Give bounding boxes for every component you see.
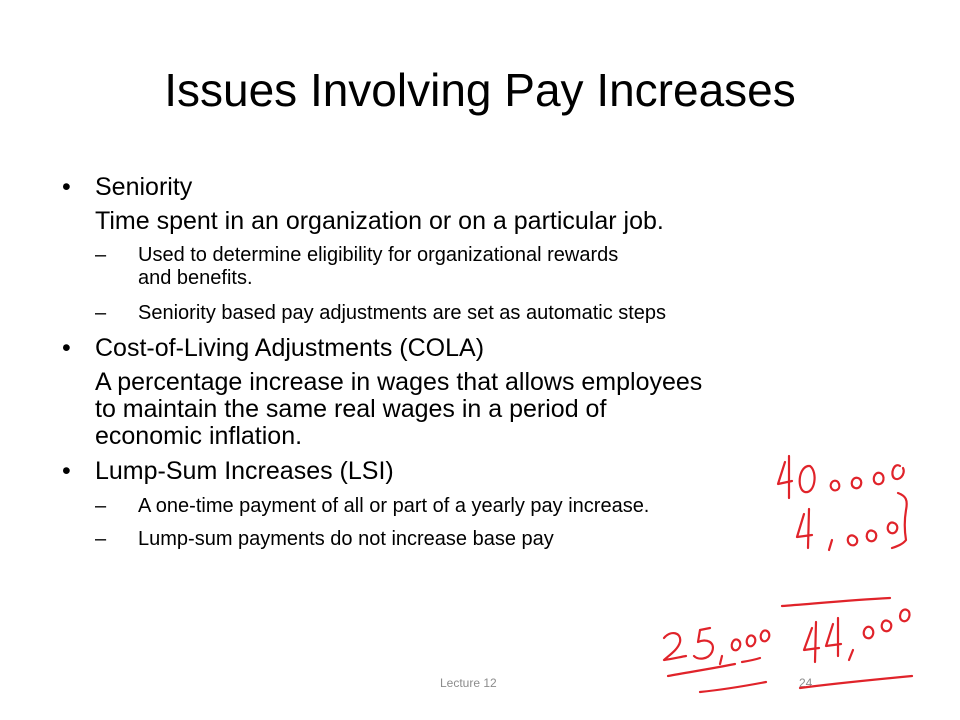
lump-sum-subpoint-one-time [62, 495, 912, 518]
seniority-subpoint-steps [62, 302, 912, 325]
slide-title: Issues Involving Pay Increases [164, 64, 796, 116]
dash-marker: – [95, 528, 107, 550]
bullet-lump-sum: • Lump-Sum Increases (LSI) [62, 456, 912, 486]
bullet-seniority: • Seniority [62, 172, 912, 202]
subpoint-line: Used to determine eligibility for organizational rewards [138, 244, 619, 266]
seniority-definition [62, 208, 912, 235]
footer-page-number: 24 [799, 676, 813, 690]
subpoint-line: and benefits. [138, 267, 253, 289]
footer-label: Lecture 12 [440, 676, 497, 690]
dash-marker: – [95, 495, 107, 517]
cola-definition-line: economic inflation. [95, 422, 303, 450]
lump-sum-subpoint-base-pay [62, 528, 912, 551]
subpoint-line: A one-time payment of all or part of a yearly pay increase. [138, 495, 650, 517]
handwriting-44000 [800, 610, 912, 688]
bullet-cola: • Cost-of-Living Adjustments (COLA) [62, 333, 912, 363]
slide-content [62, 168, 912, 551]
dash-marker: – [95, 244, 107, 266]
seniority-subpoint-eligibility [62, 244, 912, 290]
seniority-definition-line: Time spent in an organization or on a particular job. [95, 207, 664, 235]
cola-definition-line: A percentage increase in wages that allows employees [95, 368, 703, 396]
subpoint-line: Lump-sum payments do not increase base pay [138, 528, 554, 550]
handwriting-25000 [664, 628, 769, 692]
cola-definition [62, 369, 912, 450]
dash-marker: – [95, 302, 107, 324]
subpoint-line: Seniority based pay adjustments are set as automatic steps [138, 302, 667, 324]
cola-definition-line: to maintain the same real wages in a period of [95, 395, 607, 423]
